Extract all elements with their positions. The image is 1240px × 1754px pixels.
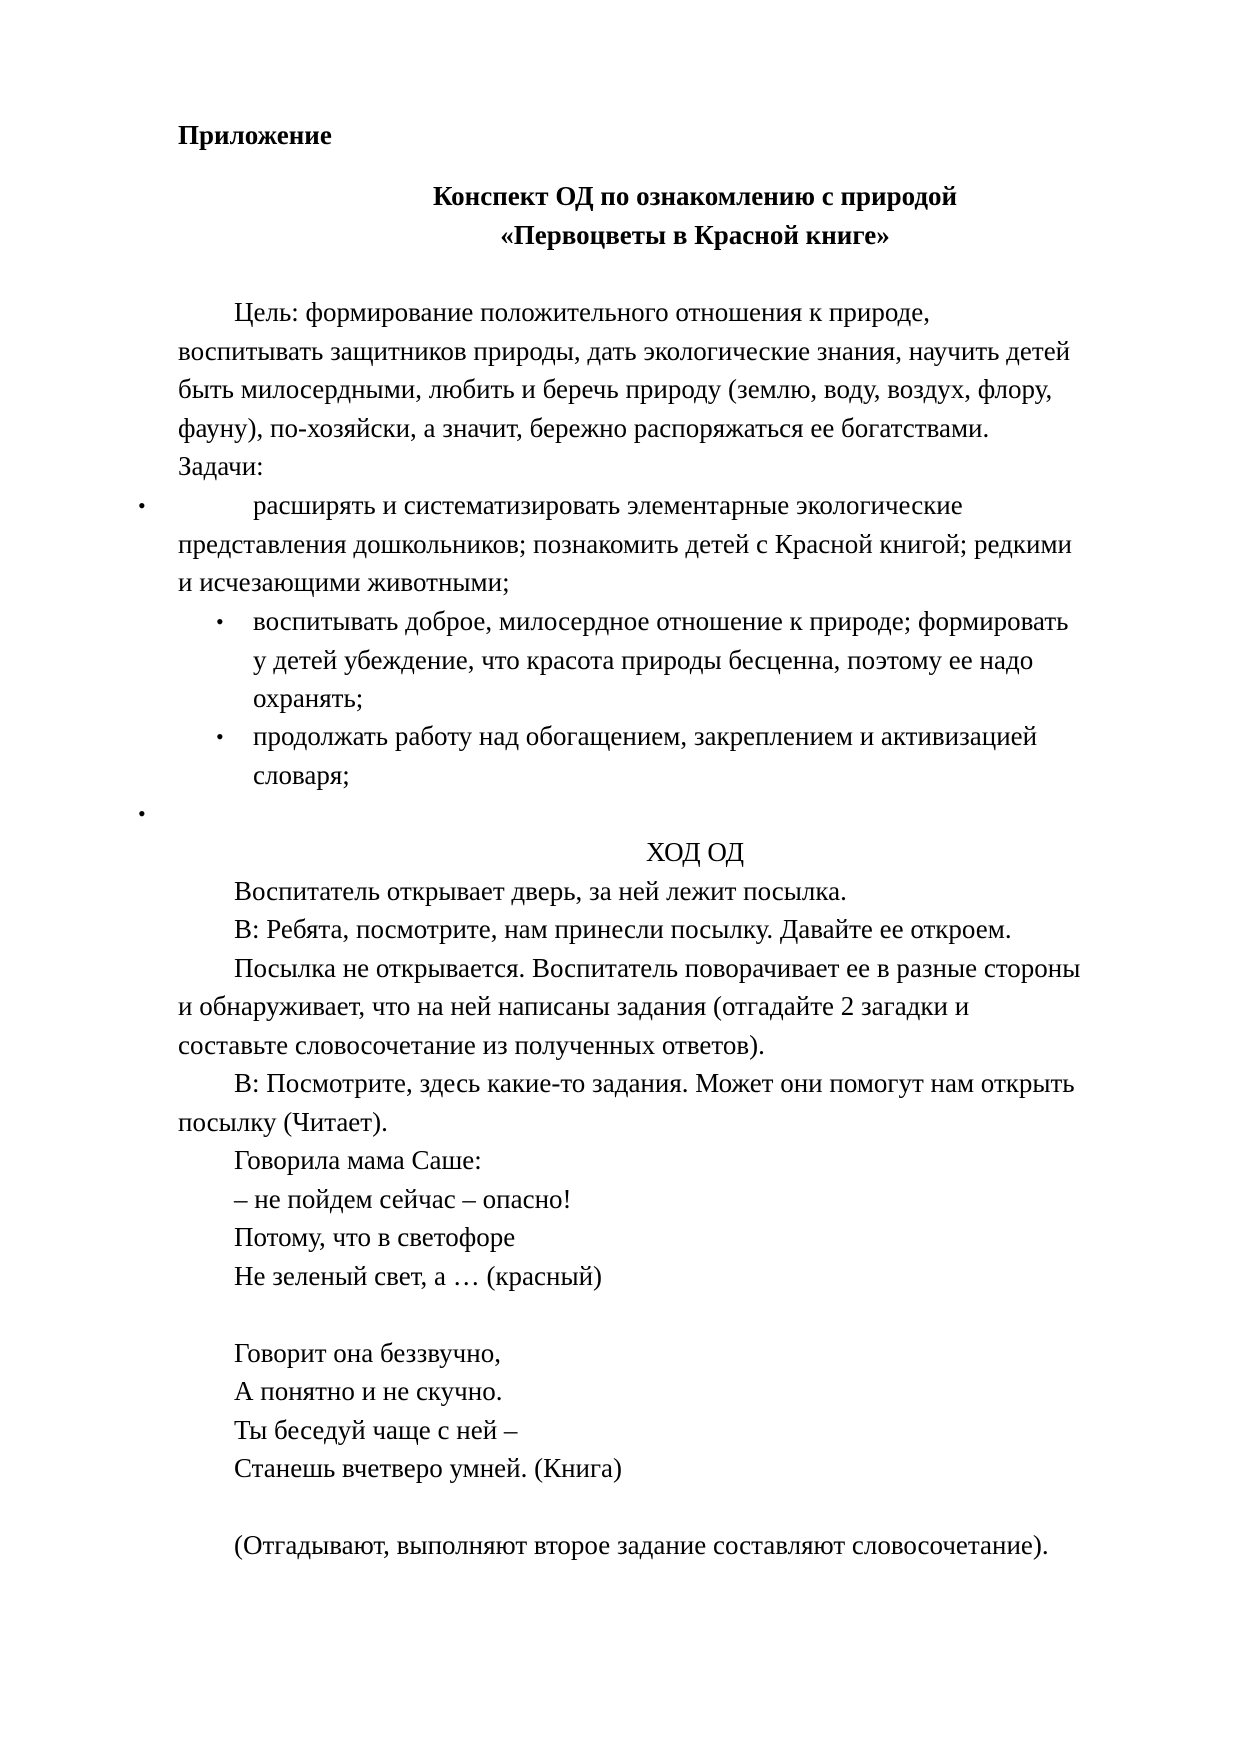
course-paragraph-4-line-1: В: Посмотрите, здесь какие-то задания. Может они помогут нам открыть [234,1068,1075,1098]
tasks-heading: Задачи: [178,451,264,481]
bullet-icon: • [216,724,224,749]
goal-line-2: воспитывать защитников природы, дать экологические знания, научить детей [178,336,1071,366]
riddle-2-line-1: Говорит она беззвучно, [234,1338,501,1368]
document-title-line-2: «Первоцветы в Красной книге» [500,220,890,250]
riddle-2-line-2: А понятно и не скучно. [234,1376,503,1406]
task-2-line-1: воспитывать доброе, милосердное отношение к природе; формировать [253,606,1069,636]
task-1-line-3: и исчезающими животными; [178,567,510,597]
appendix-label: Приложение [178,120,332,150]
task-1-line-1: расширять и систематизировать элементарные экологические [253,490,963,520]
bullet-icon: • [138,493,146,518]
document-title-line-1: Конспект ОД по ознакомлению с природой [432,181,958,211]
goal-line-4: фауну), по-хозяйски, а значит, бережно распоряжаться ее богатствами. [178,413,990,443]
riddle-1-line-2: – не пойдем сейчас – опасно! [234,1184,572,1214]
task-2-line-3: охранять; [253,683,364,713]
riddle-1-line-4: Не зеленый свет, а … (красный) [234,1261,603,1291]
course-paragraph-3-line-2: и обнаруживает, что на ней написаны задания (отгадайте 2 загадки и [178,991,970,1021]
closing-paragraph: (Отгадывают, выполняют второе задание составляют словосочетание). [234,1530,1049,1560]
course-paragraph-2: В: Ребята, посмотрите, нам принесли посылку. Давайте ее откроем. [234,914,1012,944]
task-3-line-1: продолжать работу над обогащением, закреплением и активизацией [253,721,1038,751]
course-paragraph-4-line-2: посылку (Читает). [178,1107,388,1137]
riddle-2-line-4: Станешь вчетверо умней. (Книга) [234,1453,623,1483]
riddle-1-line-3: Потому, что в светофоре [234,1222,516,1252]
task-1-line-2: представления дошкольников; познакомить детей с Красной книгой; редкими [178,529,1073,559]
task-3-line-2: словаря; [253,760,350,790]
course-paragraph-1: Воспитатель открывает дверь, за ней лежит посылка. [234,876,847,906]
task-2-line-2: у детей убеждение, что красота природы бесценна, поэтому ее надо [253,645,1034,675]
goal-line-3: быть милосердными, любить и беречь природу (землю, воду, воздух, флору, [178,374,1053,404]
course-paragraph-3-line-1: Посылка не открывается. Воспитатель поворачивает ее в разные стороны [234,953,1081,983]
course-heading: ХОД ОД [645,837,745,867]
riddle-2-line-3: Ты беседуй чаще с ней – [234,1415,518,1445]
bullet-icon: • [216,609,224,634]
goal-line-1: Цель: формирование положительного отношения к природе, [234,297,931,327]
riddle-1-line-1: Говорила мама Саше: [234,1145,482,1175]
bullet-icon: • [138,801,146,826]
course-paragraph-3-line-3: составьте словосочетание из полученных ответов). [178,1030,765,1060]
